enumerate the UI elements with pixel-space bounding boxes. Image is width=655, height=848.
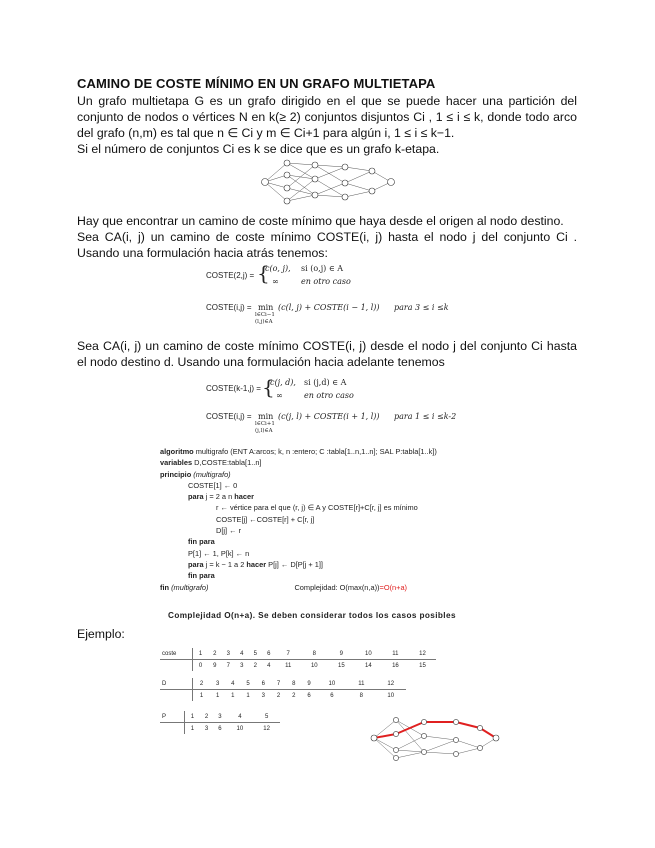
page-title: CAMINO DE COSTE MÍNIMO EN UN GRAFO MULTIETAPA <box>77 76 436 91</box>
algo-line: fin para <box>188 537 215 547</box>
table-cell: 5 <box>253 711 280 723</box>
table-cell: 6 <box>256 678 271 690</box>
algo-keyword: para <box>188 559 204 569</box>
formula-sub-2: (l,j)∈A <box>255 319 273 325</box>
formula-body: (c(l, j) + COSTE(i − 1, l)) <box>278 303 380 312</box>
algo-text: (multigrafo) <box>191 469 231 479</box>
algo-keyword: para <box>188 492 204 502</box>
table-cell: 12 <box>263 725 270 732</box>
formula-case-2: ∞ <box>276 391 283 400</box>
algo-line <box>160 582 490 593</box>
example-label: Ejemplo: <box>77 627 125 641</box>
table-cell: 16 <box>392 662 399 669</box>
d-table <box>160 678 406 701</box>
coste-table <box>160 648 436 671</box>
intro-paragraph: Un grafo multietapa G es un grafo dirigido en el que se puede hacer una partición del conjunto de nodos o vértices N en k(≥ 2) conjuntos disjuntos Ci , 1 ≤ i ≤ k, donde todo arco del grafo (n,m) es tal que n ∈ Ci y m ∈ Ci+1 para algún i, 1 ≤ i ≤ k−1. <box>77 94 577 140</box>
table-header-blank <box>160 723 185 735</box>
table-cell: 4 <box>227 711 254 723</box>
algo-line: fin para <box>188 571 215 581</box>
backward-formula-2 <box>206 300 466 330</box>
algo-keyword: variables <box>160 458 193 468</box>
algo-complexity: Complejidad: O(max(n,a)) <box>294 582 380 592</box>
forward-formula-1 <box>206 377 366 405</box>
algo-text: j = k − 1 a 2 <box>203 559 247 569</box>
table-cell: 11 <box>382 648 409 660</box>
table-row <box>160 660 436 672</box>
formula-lhs: COSTE(2,j) = <box>206 271 255 280</box>
table-cell: 14 <box>365 662 372 669</box>
algo-line: D[j] ← r <box>216 526 242 536</box>
p-table <box>160 711 280 734</box>
algo-line <box>160 469 490 480</box>
table-cell: 5 <box>240 678 255 690</box>
table-header-blank <box>160 690 193 702</box>
formula-case-1: c(j, d), <box>270 378 296 387</box>
table-cell: 10 <box>387 692 395 699</box>
forward-formula-2 <box>206 409 476 439</box>
table-cell: 2 <box>193 678 211 690</box>
table-cell: 0 <box>198 662 203 669</box>
table-cell: 6 <box>262 648 276 660</box>
algo-keyword: algoritmo <box>160 447 194 456</box>
example-graph-diagram <box>368 714 500 762</box>
backward-section <box>77 213 577 261</box>
formula-range: para 1 ≤ i ≤k-2 <box>394 412 457 421</box>
formula-cond-1: si (j,d) ∈ A <box>304 378 347 387</box>
table-cell: 3 <box>261 692 265 699</box>
algorithm-block <box>160 446 490 593</box>
table-header: coste <box>160 648 193 660</box>
forward-section <box>77 338 577 370</box>
table-cell: 7 <box>226 662 230 669</box>
algo-line <box>160 559 490 570</box>
table-cell: 2 <box>292 692 296 699</box>
table-cell: 9 <box>301 678 316 690</box>
table-cell: 3 <box>210 678 225 690</box>
formula-cond-1: si (o,j) ∈ A <box>301 264 344 273</box>
algo-line: COSTE[j] ←COSTE[r] + C[r, j] <box>216 514 315 524</box>
table-cell: 9 <box>213 662 217 669</box>
table-cell: 1 <box>199 692 204 699</box>
algo-text: (multigrafo) <box>169 582 209 592</box>
table-cell: 8 <box>286 678 301 690</box>
table-header: P <box>160 711 185 723</box>
table-cell: 10 <box>355 648 382 660</box>
algo-keyword: hacer <box>246 559 267 569</box>
table-cell: 12 <box>409 648 436 660</box>
table-cell: 4 <box>225 678 240 690</box>
forward-definition: Sea CA(i, j) un camino de coste mínimo COSTE(i, j) desde el nodo j del conjunto Ci hasta el nodo destino d. Usando una formulación hacia adelante tenemos <box>77 339 577 369</box>
table-cell: 7 <box>276 648 301 660</box>
brace-icon: { <box>257 261 270 285</box>
table-row <box>160 711 280 723</box>
backward-objective: Hay que encontrar un camino de coste mínimo que haya desde el origen al nodo destino. <box>77 214 564 228</box>
table-row <box>160 648 436 660</box>
algo-line <box>160 446 490 457</box>
table-cell: 6 <box>330 692 334 699</box>
table-cell: 1 <box>231 692 235 699</box>
formula-case-2: ∞ <box>272 277 279 286</box>
intro-section <box>77 93 577 157</box>
algo-complexity-red: =O(n+a) <box>379 582 408 592</box>
table-row <box>160 690 406 702</box>
table-cell: 6 <box>218 725 222 732</box>
table-cell: 1 <box>193 648 209 660</box>
formula-min: min <box>258 412 274 421</box>
table-cell: 1 <box>190 725 195 732</box>
table-cell: 2 <box>276 692 281 699</box>
table-cell: 2 <box>253 662 257 669</box>
table-cell: 10 <box>317 678 347 690</box>
algo-line: COSTE[1] ← 0 <box>188 480 238 490</box>
algo-keyword: principio <box>160 469 192 479</box>
formula-min: min <box>258 303 274 312</box>
table-cell: 1 <box>185 711 200 723</box>
table-header-blank <box>160 660 193 672</box>
table-cell: 3 <box>222 648 236 660</box>
formula-lhs: COSTE(i,j) = <box>206 412 252 421</box>
table-cell: 11 <box>285 662 292 669</box>
formula-sub-1: l∈Ci+1 <box>255 421 275 427</box>
table-cell: 15 <box>338 662 345 669</box>
table-cell: 12 <box>376 678 407 690</box>
table-cell: 7 <box>271 678 286 690</box>
minimum-path <box>374 722 496 738</box>
table-row <box>160 678 406 690</box>
backward-formula-1 <box>206 263 366 291</box>
formula-body: (c(j, l) + COSTE(i + 1, l)) <box>278 412 380 421</box>
formula-range: para 3 ≤ i ≤k <box>394 303 449 312</box>
formula-case-1: c(o, j), <box>265 264 291 273</box>
table-cell: 4 <box>267 662 271 669</box>
formula-cond-2: en otro caso <box>304 391 354 400</box>
multistage-graph-diagram <box>257 157 397 207</box>
table-cell: 2 <box>208 648 222 660</box>
table-row <box>160 723 280 735</box>
algo-keyword: hacer <box>234 492 254 502</box>
table-cell: 10 <box>236 725 244 732</box>
algo-keyword: fin <box>160 582 170 592</box>
algo-text: j = 2 a n <box>203 492 235 502</box>
table-cell: 1 <box>246 692 250 699</box>
algo-line <box>160 457 490 468</box>
brace-icon: { <box>262 375 275 399</box>
formula-lhs: COSTE(i,j) = <box>206 303 252 312</box>
table-cell: 15 <box>419 662 426 669</box>
table-cell: 5 <box>249 648 263 660</box>
table-cell: 2 <box>200 711 213 723</box>
intro-k-etapa: Si el número de conjuntos Ci es k se dice que es un grafo k-etapa. <box>77 142 440 156</box>
table-cell: 3 <box>204 725 209 732</box>
formula-sub-2: (j,l)∈A <box>255 428 273 434</box>
backward-definition: Sea CA(i, j) un camino de coste mínimo COSTE(i, j) hasta el nodo j del conjunto Ci . Usando una formulación hacia atrás tenemos: <box>77 230 577 260</box>
table-cell: 9 <box>328 648 355 660</box>
formula-sub-1: l∈Ci−1 <box>255 312 275 318</box>
algo-line: P[1] ← 1, P[k] ← n <box>188 548 250 558</box>
table-cell: 8 <box>301 648 328 660</box>
formula-lhs: COSTE(k-1,j) = <box>206 384 261 393</box>
algo-line: r ← vértice para el que (r, j) ∈ A y COSTE[r]+C[r, j] es mínimo <box>216 503 418 513</box>
table-cell: 11 <box>347 678 375 690</box>
table-cell: 3 <box>240 662 244 669</box>
algo-text: multigrafo (ENT A:arcos; k, n :entero; C :tabla[1..n,1..n]; SAL P:tabla[1..k]) <box>193 447 437 456</box>
algo-text: D,COSTE:tabla[1..n] <box>192 458 262 468</box>
algo-text: P[j] ← D[P[j + 1]] <box>266 559 323 569</box>
table-cell: 3 <box>213 711 226 723</box>
table-header: D <box>160 678 193 690</box>
algo-line <box>160 491 490 502</box>
table-cell: 4 <box>235 648 249 660</box>
table-cell: 6 <box>307 692 311 699</box>
table-cell: 10 <box>310 662 318 669</box>
formula-cond-2: en otro caso <box>301 277 351 286</box>
complexity-note: Complejidad O(n+a). Se deben considerar todos los casos posibles <box>168 611 456 620</box>
table-cell: 8 <box>359 692 363 699</box>
table-cell: 1 <box>215 692 220 699</box>
